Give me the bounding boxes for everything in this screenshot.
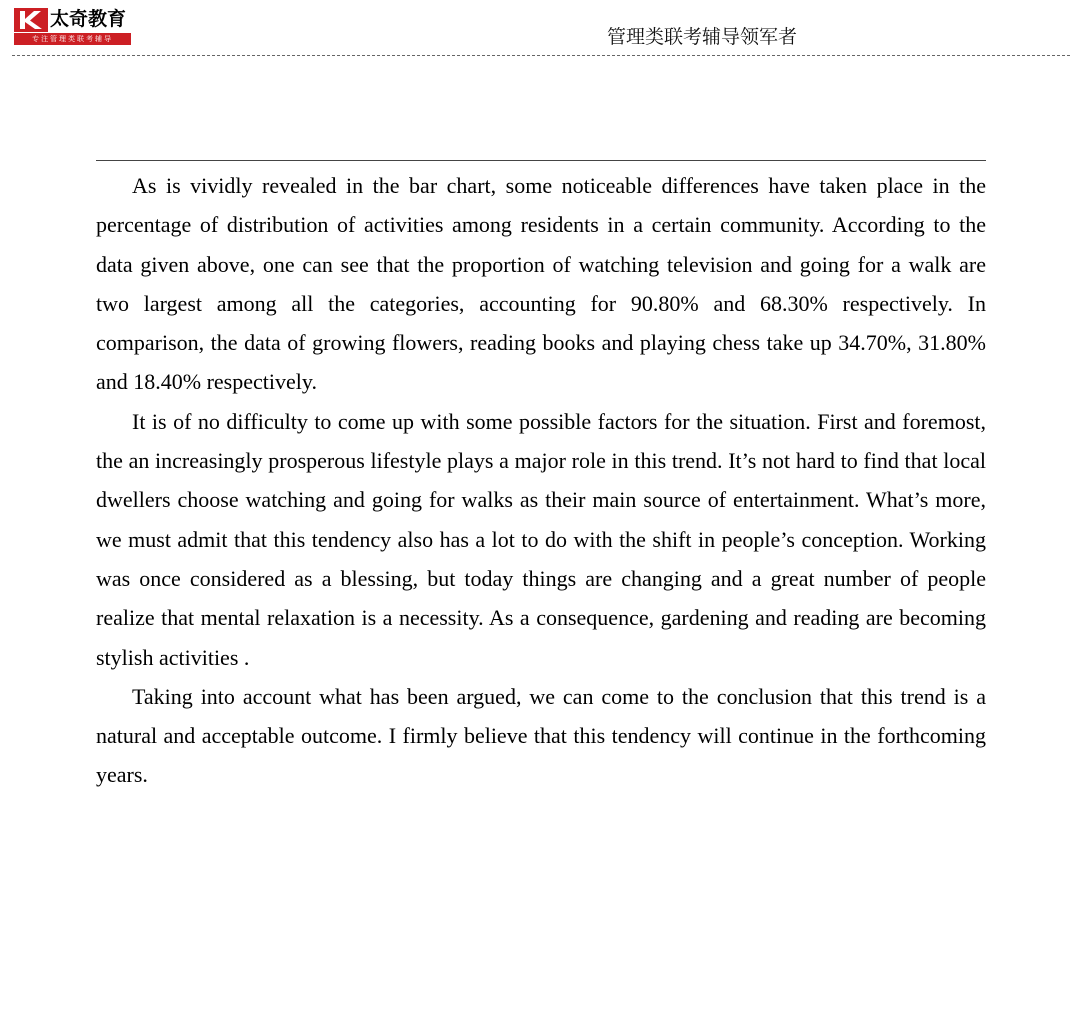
essay-paragraph-1: As is vividly revealed in the bar chart, some noticeable differences have taken place in the percentage of distribution of activities among residents in a certain community. According to the data given above, one can see that the proportion of watching television and going for a walk are two largest among all the categories, accounting for 90.80% and 68.30% respectively. In comparison, the data of growing flowers, reading books and playing chess take up 34.70%, 31.80% and 18.40% respectively. — [96, 173, 986, 395]
brand-tagline: 专注管理类联考辅导 — [14, 33, 131, 45]
header-divider — [12, 55, 1070, 56]
essay-body — [96, 166, 986, 795]
brand-mark-icon — [14, 8, 48, 32]
brand-logo — [14, 6, 134, 46]
brand-name: 太奇教育 — [50, 8, 127, 30]
header-slogan: 管理类联考辅导领军者 — [607, 26, 798, 48]
essay-paragraph-3: Taking into account what has been argued, we can come to the conclusion that this trend is a natural and acceptable outcome. I firmly believe that this tendency will continue in the forthcoming years. — [96, 683, 986, 788]
essay-paragraph-2: It is of no difficulty to come up with some possible factors for the situation. First and foremost, the an increasingly prosperous lifestyle plays a major role in this trend. It’s not hard to find that local dwellers choose watching and going for walks as their main source of entertainment. What’s more, we must admit that this tendency also has a lot to do with the shift in people’s conception. Working was once considered as a blessing, but today things are changing and a great number of people realize that mental relaxation is a necessity. As a consequence, gardening and reading are becoming stylish activities . — [96, 408, 986, 670]
section-divider — [96, 160, 986, 161]
